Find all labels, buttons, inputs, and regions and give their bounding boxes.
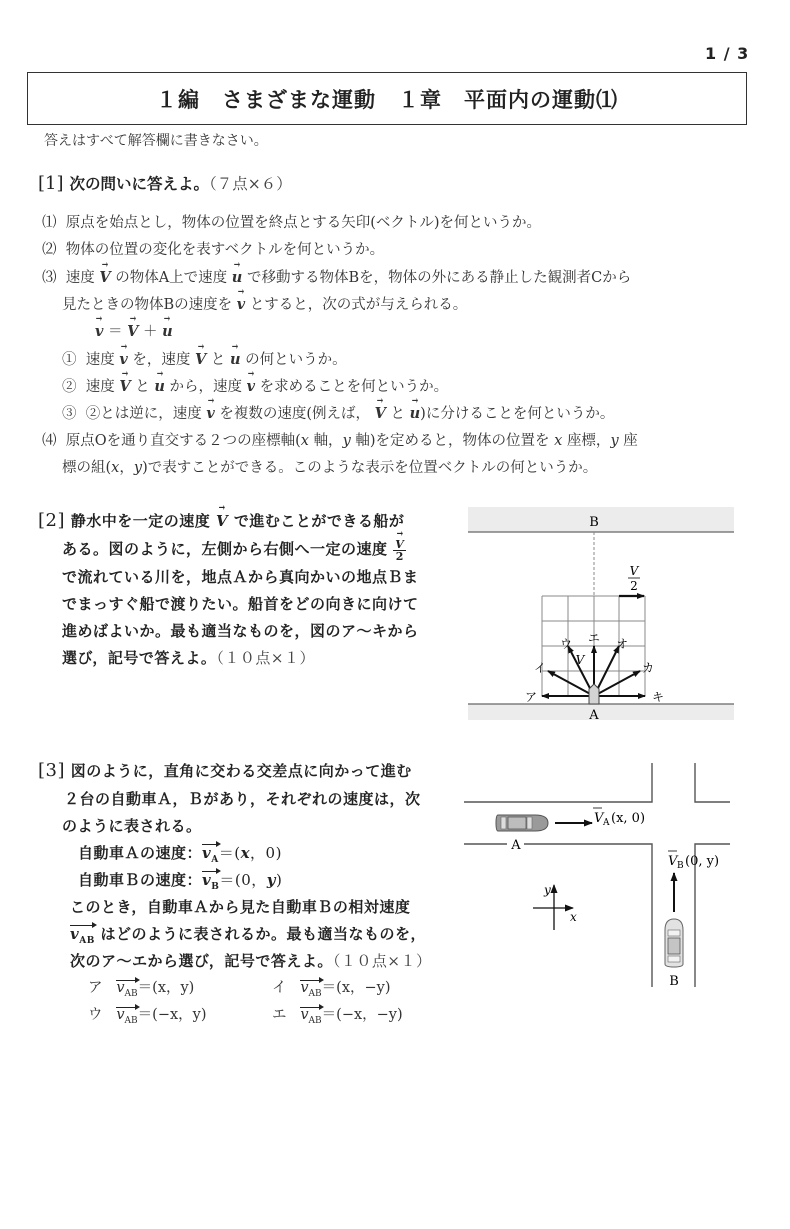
text: 0 <box>241 871 252 889</box>
vector-vAB <box>116 980 137 1000</box>
plus: ＋ <box>143 324 158 340</box>
option-expression: ＝(x，y) <box>137 980 195 996</box>
q2-line-4: でまっすぐ船で渡りたい。船首をどの向きに向けて <box>62 595 419 613</box>
text: 座標， <box>566 433 611 449</box>
boat-icon <box>589 684 599 704</box>
q3-points: （１０点×１） <box>332 952 432 970</box>
text: ＝( <box>219 871 242 889</box>
v-letter: v <box>70 925 80 943</box>
vector-vB <box>202 871 219 893</box>
sub-number: ③ <box>62 406 77 422</box>
vb-subscript: B <box>677 861 684 871</box>
label-V-over-2-den: 2 <box>630 579 638 593</box>
text: 速度 <box>65 270 95 286</box>
v-letter: v <box>116 1007 125 1023</box>
q2-line-3: で流れている川を，地点Ａから真向かいの地点Ｂま <box>62 568 419 586</box>
q1-item-3 <box>42 266 631 287</box>
q1-number: [1] <box>38 173 64 194</box>
q3-line-5 <box>70 923 426 947</box>
text: ， <box>250 844 266 862</box>
q1-item-3-cont <box>62 293 467 314</box>
car-a-icon <box>496 815 548 831</box>
near-bank <box>468 704 734 720</box>
text: とすると，次の式が与えられる。 <box>249 297 468 313</box>
choice-ki: キ <box>651 690 665 704</box>
vector-V: → V <box>375 405 386 422</box>
item-number: ⑴ <box>42 215 57 231</box>
option-label: ウ <box>88 1007 103 1023</box>
page-title: １編 さまざまな運動 １章 平面内の運動⑴ <box>156 87 618 112</box>
q1-sub-3 <box>62 402 614 423</box>
var-y: y <box>266 871 276 889</box>
text: ある。図のように，左側から右側へ一定の速度 <box>62 540 388 558</box>
var-y: y <box>342 433 351 449</box>
text: はどのように表されるか。最も適当なものを， <box>100 925 427 943</box>
item-text: 物体の位置の変化を表すベクトルを何というか。 <box>65 242 385 258</box>
var-y: y <box>610 433 619 449</box>
page-number: 1 / 3 <box>705 44 750 63</box>
vector-u: → u <box>410 405 421 422</box>
var-x: x <box>554 433 563 449</box>
q1-heading <box>38 172 292 194</box>
text: を求めることを何というか。 <box>259 379 449 395</box>
label-A: A <box>589 708 599 723</box>
title-box <box>27 72 747 125</box>
q2-line-6 <box>62 647 315 668</box>
var-y: y <box>133 460 143 476</box>
option-expression: ＝(−x，−y) <box>321 1007 403 1023</box>
instruction: 答えはすべて解答欄に書きなさい。 <box>44 133 268 149</box>
q1-formula <box>95 320 173 341</box>
y-axis-label: y <box>544 883 551 897</box>
q3-line-4: このとき，自動車Ａから見た自動車Ｂの相対速度 <box>70 898 411 916</box>
vector-V: → V <box>127 323 138 340</box>
item-number: ⑵ <box>42 242 57 258</box>
choice-a: ア <box>524 690 538 704</box>
text: 次のア～エから選び，記号で答えよ。 <box>70 952 333 970</box>
q3-option-e <box>272 1003 403 1027</box>
q1-prompt: 次の問いに答えよ。 <box>69 174 210 193</box>
v-letter: v <box>202 844 212 862</box>
var-x: x <box>111 460 120 476</box>
text: を，速度 <box>132 352 191 368</box>
vector-v: → v <box>247 378 255 395</box>
vector-vAB <box>70 925 95 947</box>
road-lines <box>464 763 730 987</box>
q2-points: （１０点×１） <box>216 649 315 667</box>
sub-number: ② <box>62 379 77 395</box>
text: で進むことができる船が <box>233 512 405 530</box>
subscript: AB <box>124 1015 138 1026</box>
q2-line-5: 進めばよいか。最も適当なものを，図のア～キから <box>62 622 419 640</box>
car-b-label: B <box>669 974 679 989</box>
q3-line-6 <box>70 950 431 971</box>
vector-v: → v <box>95 323 103 340</box>
text: )に分けることを何というか。 <box>420 406 615 422</box>
text: 標の組( <box>62 460 112 476</box>
q3-line-2: ２台の自動車Ａ，Ｂがあり，それぞれの速度は，次 <box>64 790 421 808</box>
va-label: V <box>594 811 604 826</box>
label-B: B <box>589 515 599 530</box>
text: ， <box>119 460 134 476</box>
q3-line-3: のように表される。 <box>62 817 202 835</box>
x-axis-label: x <box>570 910 577 924</box>
choice-i: イ <box>533 661 547 675</box>
text: ) <box>275 871 283 889</box>
text: )で表すことができる。このような表示を位置ベクトルの何というか。 <box>142 460 598 476</box>
text: 速度 <box>85 379 115 395</box>
v-letter: v <box>202 871 212 889</box>
v-letter: v <box>300 1007 309 1023</box>
subscript: B <box>211 882 220 892</box>
q2-line-2 <box>62 538 406 562</box>
car-a-label: A <box>511 838 521 853</box>
text: 選び，記号で答えよ。 <box>62 649 217 667</box>
text: と <box>390 406 406 422</box>
vector-vAB <box>300 980 321 1000</box>
sub-number: ① <box>62 352 77 368</box>
var-x: x <box>300 433 309 449</box>
vector-vAB <box>300 1007 321 1027</box>
vector-v: → v <box>237 296 245 313</box>
vb-label: V <box>668 854 678 869</box>
text: 静水中を一定の速度 <box>70 512 211 530</box>
q3-option-u <box>88 1003 207 1027</box>
car-b-icon <box>665 919 683 967</box>
choice-ka: カ <box>641 661 655 675</box>
q1-sub-2 <box>62 375 448 396</box>
vector-V: → V <box>119 378 130 395</box>
vector-u: → u <box>162 323 173 340</box>
q3-option-i <box>272 976 391 1000</box>
road-edge-top-left <box>464 763 652 802</box>
vector-V: → V <box>216 512 228 530</box>
vector-u: → u <box>230 351 241 368</box>
var-x: x <box>240 844 251 862</box>
text: から，速度 <box>169 379 242 395</box>
subscript: AB <box>308 988 322 999</box>
text: ＝( <box>218 844 241 862</box>
text: 図のように，直角に交わる交差点に向かって進む <box>70 762 412 780</box>
fraction-denominator: 2 <box>395 549 404 563</box>
vb-coords: (0, y) <box>685 854 720 869</box>
q1-item-4-cont <box>62 456 597 477</box>
text: 自動車Ａの速度： <box>78 844 203 862</box>
q1-item-2 <box>42 238 384 259</box>
fraction-numerator: → V <box>393 539 406 551</box>
choice-e: エ <box>587 631 601 645</box>
text: で移動する物体Bを，物体の外にある静止した観測者Cから <box>246 270 632 286</box>
q1-points: （７点×６） <box>209 175 292 193</box>
vector-v: → v <box>119 351 127 368</box>
vector-vAB <box>116 1007 137 1027</box>
river-diagram <box>460 500 770 730</box>
text: 自動車Ｂの速度： <box>78 871 203 889</box>
option-expression: ＝(−x，y) <box>137 1007 207 1023</box>
subscript: AB <box>124 988 138 999</box>
text: の何というか。 <box>245 352 347 368</box>
q2-line-1 <box>38 510 404 531</box>
subscript: AB <box>79 936 95 946</box>
q3-option-a <box>88 976 194 1000</box>
q2-number: [2] <box>38 510 65 531</box>
road-edge-top-right <box>695 763 730 802</box>
option-label: エ <box>272 1007 287 1023</box>
va-coords: (x, 0) <box>611 811 646 826</box>
text: と <box>135 379 150 395</box>
label-V-arrow: V <box>575 653 585 667</box>
item-number: ⑶ <box>42 270 57 286</box>
text: 速度 <box>85 352 115 368</box>
text: を複数の速度(例えば， <box>219 406 371 422</box>
va-subscript: A <box>603 818 610 828</box>
text: 原点Oを通り直交する２つの座標軸( <box>65 433 301 449</box>
subscript: AB <box>308 1015 322 1026</box>
fraction-V-over-2 <box>393 539 406 562</box>
vector-vA <box>202 844 219 866</box>
q3-number: [3] <box>38 760 65 781</box>
q1-sub-1 <box>62 348 347 369</box>
vector-u: → u <box>232 269 243 286</box>
q1-item-1 <box>42 211 541 232</box>
equals: ＝ <box>108 324 123 340</box>
q3-car-a-velocity <box>78 842 282 866</box>
text: と <box>210 352 226 368</box>
vector-V: → V <box>195 351 206 368</box>
item-number: ⑷ <box>42 433 57 449</box>
label-V-over-2-num: V <box>629 564 639 578</box>
far-bank <box>468 507 734 532</box>
text: 0 <box>265 844 276 862</box>
choice-u: ウ <box>559 637 573 651</box>
q3-line-1 <box>38 760 412 781</box>
text: 軸， <box>313 433 343 449</box>
v-letter: v <box>300 980 309 996</box>
text: ) <box>275 844 282 862</box>
v-letter: v <box>116 980 125 996</box>
vector-v: → v <box>206 405 214 422</box>
vector-V: → V <box>99 269 110 286</box>
option-expression: ＝(x，−y) <box>321 980 391 996</box>
text: 座 <box>623 433 638 449</box>
subscript: A <box>211 855 219 865</box>
road-edge-bottom-left-b <box>524 844 652 987</box>
text: の物体A上で速度 <box>115 270 228 286</box>
item-text: 原点を始点とし，物体の位置を終点とする矢印(ベクトル)を何というか。 <box>65 215 542 231</box>
intersection-diagram <box>460 755 760 995</box>
option-label: イ <box>272 980 287 996</box>
option-label: ア <box>88 980 103 996</box>
text: ②とは逆に，速度 <box>85 406 202 422</box>
text: ， <box>251 871 267 889</box>
text: 見たときの物体Bの速度を <box>62 297 233 313</box>
choice-o: オ <box>615 637 629 651</box>
vector-u: → u <box>154 378 165 395</box>
q1-item-4 <box>42 429 638 450</box>
q3-car-b-velocity <box>78 869 282 893</box>
text: 軸)を定めると，物体の位置を <box>355 433 550 449</box>
